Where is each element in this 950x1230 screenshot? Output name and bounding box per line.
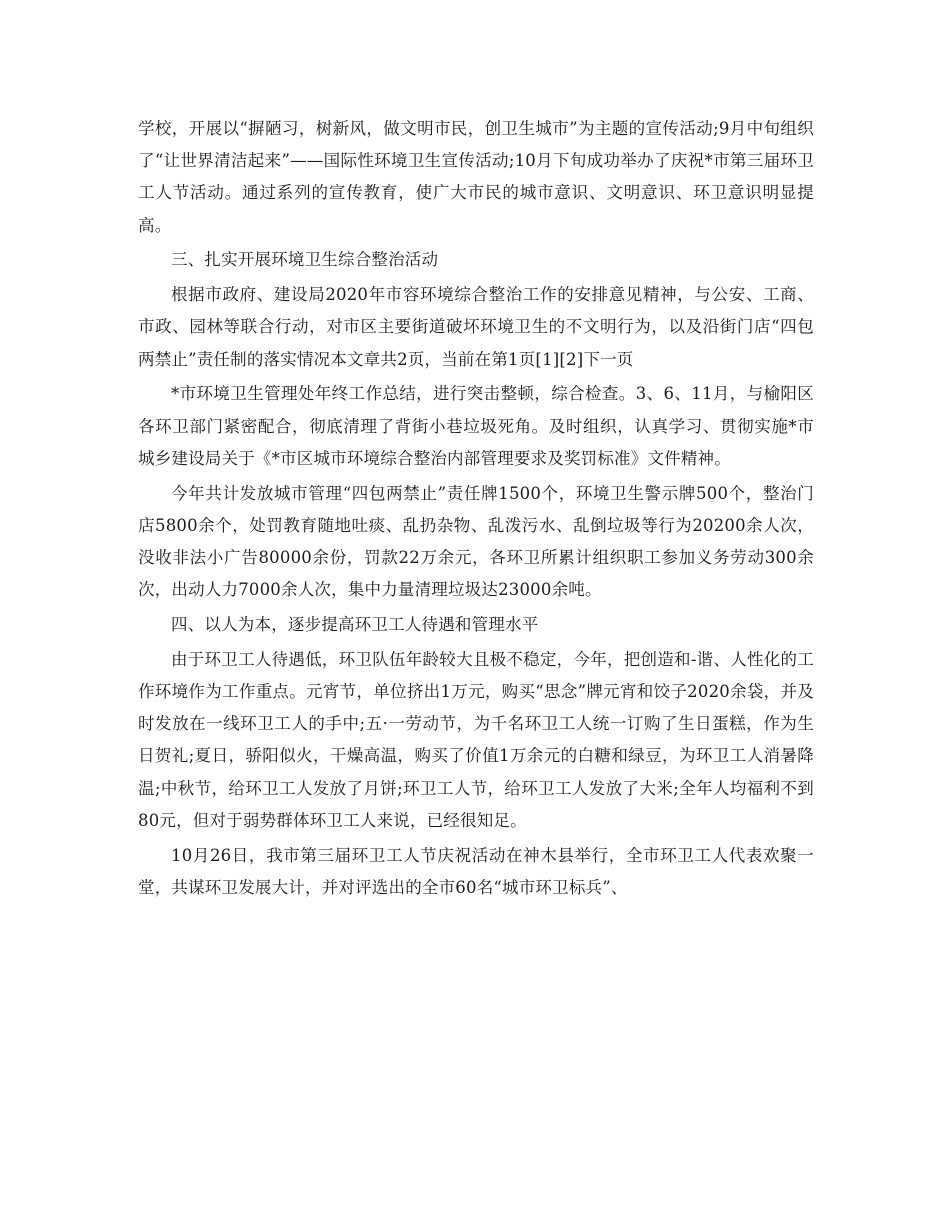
section-heading-3: 三、扎实开展环境卫生综合整治活动 (171, 250, 439, 270)
paragraph: *市环境卫生管理处年终工作总结，进行突击整顿，综合检查。3、6、11月，与榆阳区各环卫部门紧密配合，彻底清理了背街小巷垃圾死角。及时组织，认真学习、贯彻实施*市城乡建设局关于《*市区城市环境综合整治内部管理要求及奖罚标准》文件精神。 (138, 384, 814, 468)
paragraph: 今年共计发放城市管理“四包两禁止”责任牌1500个，环境卫生警示牌500个，整治门店5800余个，处罚教育随地吐痰、乱扔杂物、乱泼污水、乱倒垃圾等行为20200余人次，没收非法小广告80000余份，罚款22万余元，各环卫所累计组织职工参加义务劳动300余次，出动人力7000余人次，集中力量清理垃圾达23000余吨。 (138, 483, 814, 600)
document-body (138, 113, 814, 907)
section-heading-4: 四、以人为本，逐步提高环卫工人待遇和管理水平 (171, 615, 539, 635)
paragraph-continuation: 学校，开展以“摒陋习，树新风，做文明市民，创卫生城市”为主题的宣传活动;9月中旬组织了“让世界清洁起来”——国际性环境卫生宣传活动;10月下旬成功举办了庆祝*市第三届环卫工人节活动。通过系列的宣传教育，使广大市民的城市意识、文明意识、环卫意识明显提高。 (138, 119, 814, 235)
paragraph: 10月26日，我市第三届环卫工人节庆祝活动在神木县举行，全市环卫工人代表欢聚一堂，共谋环卫发展大计，并对评选出的全市60名“城市环卫标兵”、 (138, 845, 814, 897)
paragraph: 根据市政府、建设局2020年市容环境综合整治工作的安排意见精神，与公安、工商、市政、园林等联合行动，对市区主要街道破坏环境卫生的不文明行为，以及沿街门店“四包两禁止”责任制的落实情况本文章共2页，当前在第1页[1][2]下一页 (138, 285, 814, 369)
paragraph: 由于环卫工人待遇低，环卫队伍年龄较大且极不稳定，今年，把创造和-谐、人性化的工作环境作为工作重点。元宵节，单位挤出1万元，购买“思念”牌元宵和饺子2020余袋，并及时发放在一线环卫工人的手中;五·一劳动节，为千名环卫工人统一订购了生日蛋糕，作为生日贺礼;夏日，骄阳似火，干燥高温，购买了价值1万余元的白糖和绿豆，为环卫工人消暑降温;中秋节，给环卫工人发放了月饼;环卫工人节，给环卫工人发放了大米;全年人均福利不到80元，但对于弱势群体环卫工人来说，已经很知足。 (138, 649, 814, 830)
